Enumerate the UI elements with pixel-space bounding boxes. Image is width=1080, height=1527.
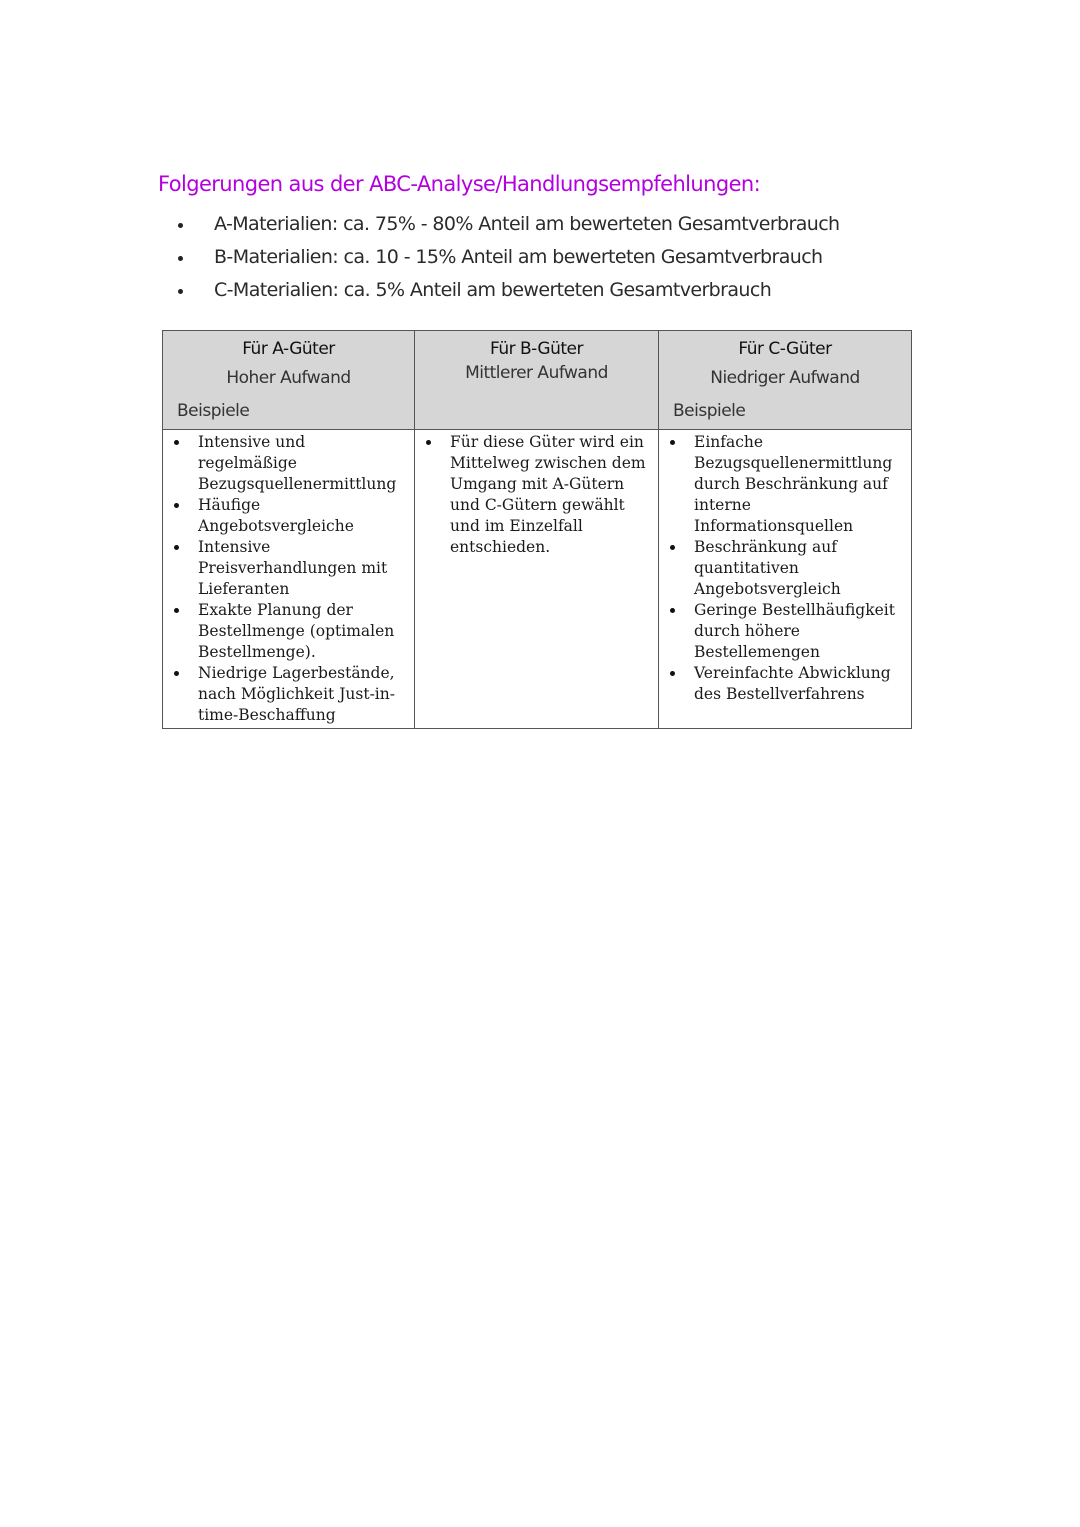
share-text-c: C-Materialien: ca. 5% Anteil am bewerteten Gesamtverbrauch [214, 279, 772, 301]
share-text-b: B-Materialien: ca. 10 - 15% Anteil am bewerteten Gesamtverbrauch [214, 246, 823, 268]
cell-c-goods [659, 430, 912, 729]
column-effort-b: Mittlerer Aufwand [465, 363, 608, 383]
list-item: Niedrige Lagerbestände, nach Möglichkeit Just-in-time-Beschaffung [171, 663, 408, 726]
column-example-label-c: Beispiele [673, 401, 746, 421]
recommendation-table [162, 330, 912, 729]
column-title-a: Für A-Güter [242, 339, 335, 359]
list-item: Für diese Güter wird ein Mittelweg zwischen dem Umgang mit A-Gütern und C-Gütern gewählt und im Einzelfall entschieden. [423, 432, 652, 558]
bullet-icon [178, 223, 183, 228]
share-text-a: A-Materialien: ca. 75% - 80% Anteil am bewerteten Gesamtverbrauch [214, 213, 840, 235]
column-effort-a: Hoher Aufwand [226, 368, 351, 388]
list-item: Intensive Preisverhandlungen mit Lieferanten [171, 537, 408, 600]
share-list [178, 208, 840, 307]
cell-a-goods [163, 430, 415, 729]
column-title-b: Für B-Güter [490, 339, 583, 359]
bullet-icon [178, 256, 183, 261]
page-heading: Folgerungen aus der ABC-Analyse/Handlungsempfehlungen: [158, 172, 761, 196]
share-item-a [178, 208, 840, 241]
header-b-goods [415, 331, 659, 430]
share-item-c [178, 274, 840, 307]
list-item: Geringe Bestellhäufigkeit durch höhere Bestellemengen [667, 600, 905, 663]
list-item: Einfache Bezugsquellenermittlung durch Beschränkung auf interne Informationsquellen [667, 432, 905, 537]
column-title-c: Für C-Güter [738, 339, 832, 359]
column-example-label-a: Beispiele [177, 401, 250, 421]
bullet-icon [178, 289, 183, 294]
cell-b-goods [415, 430, 659, 729]
share-item-b [178, 241, 840, 274]
list-item: Intensive und regelmäßige Bezugsquellenermittlung [171, 432, 408, 495]
list-item: Häufige Angebotsvergleiche [171, 495, 408, 537]
header-c-goods [659, 331, 912, 430]
list-item: Exakte Planung der Bestellmenge (optimalen Bestellmenge). [171, 600, 408, 663]
list-item: Vereinfachte Abwicklung des Bestellverfahrens [667, 663, 905, 705]
column-effort-c: Niedriger Aufwand [710, 368, 860, 388]
header-a-goods [163, 331, 415, 430]
list-item: Beschränkung auf quantitativen Angebotsvergleich [667, 537, 905, 600]
